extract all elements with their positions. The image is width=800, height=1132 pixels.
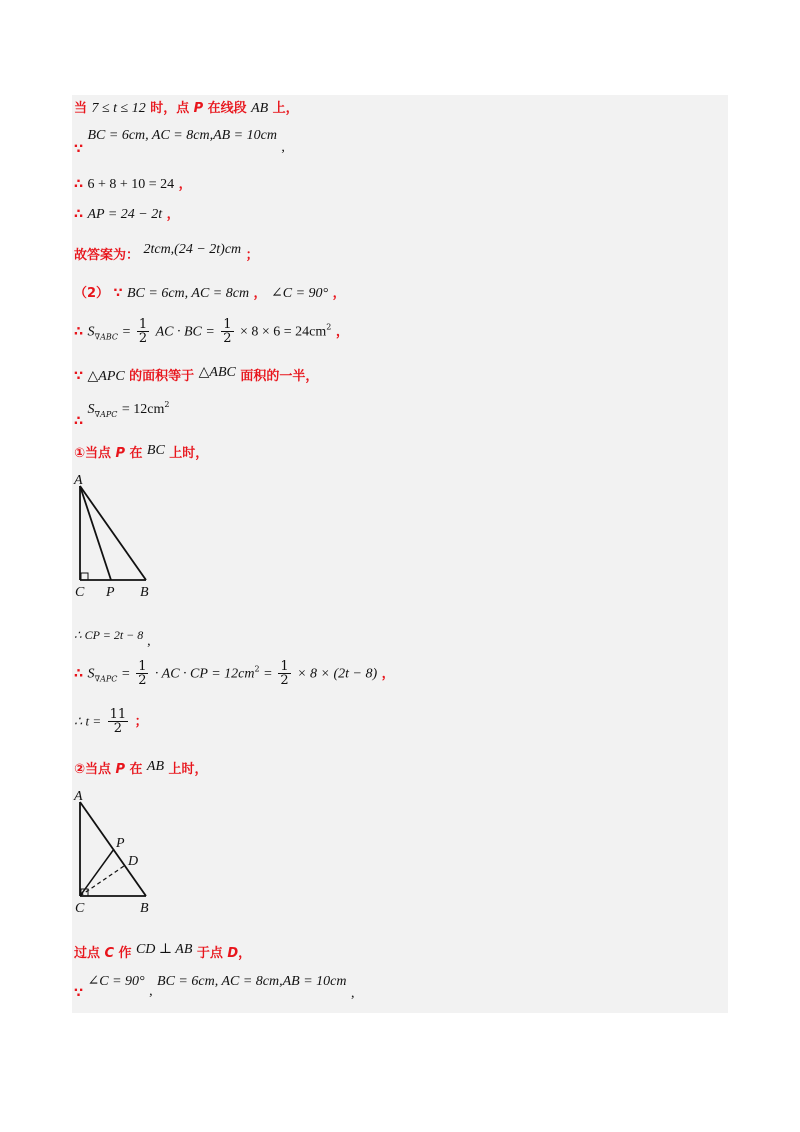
line-construct-cd	[74, 944, 251, 963]
math-sum: 6 + 8 + 10 = 24	[87, 177, 175, 192]
text: 在线段	[207, 101, 247, 116]
line-cp	[74, 626, 151, 649]
text: 上，	[272, 101, 299, 116]
therefore-symbol: ∴	[74, 666, 84, 682]
math-result: × 8 × (2t − 8)	[297, 666, 378, 682]
denominator: 2	[138, 673, 147, 688]
math-tri-apc: △APC	[87, 369, 125, 384]
math-cp: ∴ CP = 2t − 8	[74, 628, 144, 642]
label-b: B	[140, 585, 149, 600]
triangle-figure-1	[70, 472, 170, 602]
math-square: 2	[326, 322, 332, 332]
text: 的面积等于	[129, 369, 195, 384]
line-case-range	[74, 99, 299, 118]
line-sides	[74, 126, 285, 157]
label-c: C	[75, 585, 85, 600]
numerator: 11	[109, 707, 127, 722]
fraction-half	[278, 660, 290, 687]
comma: ,	[147, 634, 151, 649]
comma: ，	[381, 666, 395, 682]
fraction-t	[108, 708, 129, 735]
fraction-half	[137, 318, 149, 345]
math-product: AC · BC =	[155, 324, 215, 340]
text: 当	[74, 101, 88, 116]
label-p: P	[106, 585, 115, 600]
text: 上时，	[168, 762, 208, 777]
line-case1	[74, 444, 208, 463]
math-sides: BC = 6cm, AC = 8cm,AB = 10cm	[87, 128, 277, 143]
denominator: 2	[223, 331, 232, 346]
line-answer	[74, 240, 259, 263]
therefore-symbol: ∴	[74, 177, 84, 192]
math-square: 2	[164, 400, 170, 409]
label-a: A	[74, 789, 83, 804]
numerator: 1	[138, 659, 147, 674]
text: 故答案为：	[74, 248, 140, 263]
text: （2）	[74, 286, 110, 301]
comma: ，	[178, 177, 192, 192]
segment-ap	[80, 486, 111, 580]
comma: ，	[166, 207, 180, 222]
line-area-abc	[74, 318, 349, 347]
math-eq: =	[121, 666, 130, 682]
math-square: 2	[254, 664, 260, 674]
text: 面积的一半，	[240, 369, 319, 384]
comma: ，	[238, 946, 252, 961]
numerator: 1	[138, 317, 148, 332]
text: D	[227, 946, 239, 961]
text: P	[193, 101, 204, 116]
math-answer: 2tcm,(24 − 2t)cm	[143, 242, 242, 257]
math-sub: ∇APC	[94, 410, 118, 419]
math-eq: =	[264, 666, 272, 682]
line-sum	[74, 175, 192, 194]
math-sub: ∇APC	[94, 674, 118, 684]
math-eq: =	[122, 324, 131, 340]
text: ②当点	[74, 762, 112, 777]
math-s: S	[87, 324, 95, 340]
text: 在	[129, 446, 143, 461]
triangle-figure-2	[70, 786, 170, 916]
line-area-eq	[74, 660, 395, 689]
text: ①当点	[74, 446, 112, 461]
text: 于点	[196, 946, 223, 961]
label-c: C	[75, 901, 85, 916]
comma: ,	[149, 984, 153, 999]
comma: ,	[350, 986, 355, 1001]
text: 作	[118, 946, 132, 961]
math-sub: ∇ABC	[94, 332, 119, 342]
text: 时，点	[150, 101, 190, 116]
math-bc: BC	[146, 443, 165, 458]
line-ap	[74, 205, 180, 224]
comma: ，	[253, 286, 267, 301]
comma: ，	[332, 286, 346, 301]
math-result: × 8 × 6 = 24cm	[239, 324, 327, 340]
text: C	[104, 946, 115, 961]
therefore-symbol: ∴	[74, 207, 84, 222]
because-symbol: ∵	[113, 286, 123, 301]
comma: ，	[335, 324, 349, 340]
content-panel	[72, 95, 728, 1013]
math-perpendicular: CD ⊥ AB	[135, 942, 193, 957]
comma: ,	[281, 140, 285, 155]
right-angle-mark	[81, 573, 88, 580]
because-symbol: ∵	[74, 142, 84, 157]
label-p: P	[116, 836, 125, 851]
text: P	[115, 762, 125, 777]
fraction-half	[136, 660, 148, 687]
therefore-symbol: ∴	[74, 324, 84, 340]
line-given-final	[74, 972, 355, 1001]
line-half-area	[74, 367, 318, 386]
math-s: S	[87, 402, 95, 417]
therefore-symbol: ∴	[74, 414, 84, 429]
because-symbol: ∵	[74, 369, 84, 384]
math-sides: BC = 6cm, AC = 8cm,AB = 10cm	[157, 974, 347, 989]
segment-cd-dashed	[80, 866, 124, 896]
text: 过点	[74, 946, 101, 961]
semicolon: ；	[134, 714, 148, 730]
semicolon: ；	[245, 248, 259, 263]
numerator: 1	[223, 317, 232, 332]
line-part2	[74, 284, 346, 303]
label-b: B	[140, 901, 149, 916]
math-part2: BC = 6cm, AC = 8cm	[127, 286, 250, 301]
label-a: A	[74, 473, 83, 488]
math-area: = 12cm	[121, 402, 165, 417]
line-case2	[74, 760, 208, 779]
math-ap: AP = 24 − 2t	[87, 207, 163, 222]
numerator: 1	[280, 659, 289, 674]
math-tri-abc: △ABC	[198, 365, 236, 380]
line-area-apc	[74, 396, 170, 429]
because-symbol: ∵	[74, 986, 84, 1001]
fraction-half	[221, 318, 233, 345]
math-t: ∴ t =	[74, 713, 102, 729]
math-ab: AB	[251, 101, 269, 116]
math-angle: ∠C = 90°	[271, 286, 329, 301]
math-angle: ∠C = 90°	[87, 974, 145, 989]
segment-ab	[80, 486, 146, 580]
math-ab: AB	[146, 759, 165, 774]
line-t	[74, 708, 148, 735]
text: P	[115, 446, 125, 461]
math-product: · AC · CP = 12cm	[154, 666, 255, 682]
denominator: 2	[280, 673, 289, 688]
text: 上时，	[169, 446, 209, 461]
math-range: 7 ≤ t ≤ 12	[91, 101, 146, 116]
denominator: 2	[138, 331, 148, 346]
label-d: D	[128, 854, 139, 869]
text: 在	[129, 762, 143, 777]
denominator: 2	[113, 721, 123, 736]
math-s: S	[87, 666, 95, 682]
